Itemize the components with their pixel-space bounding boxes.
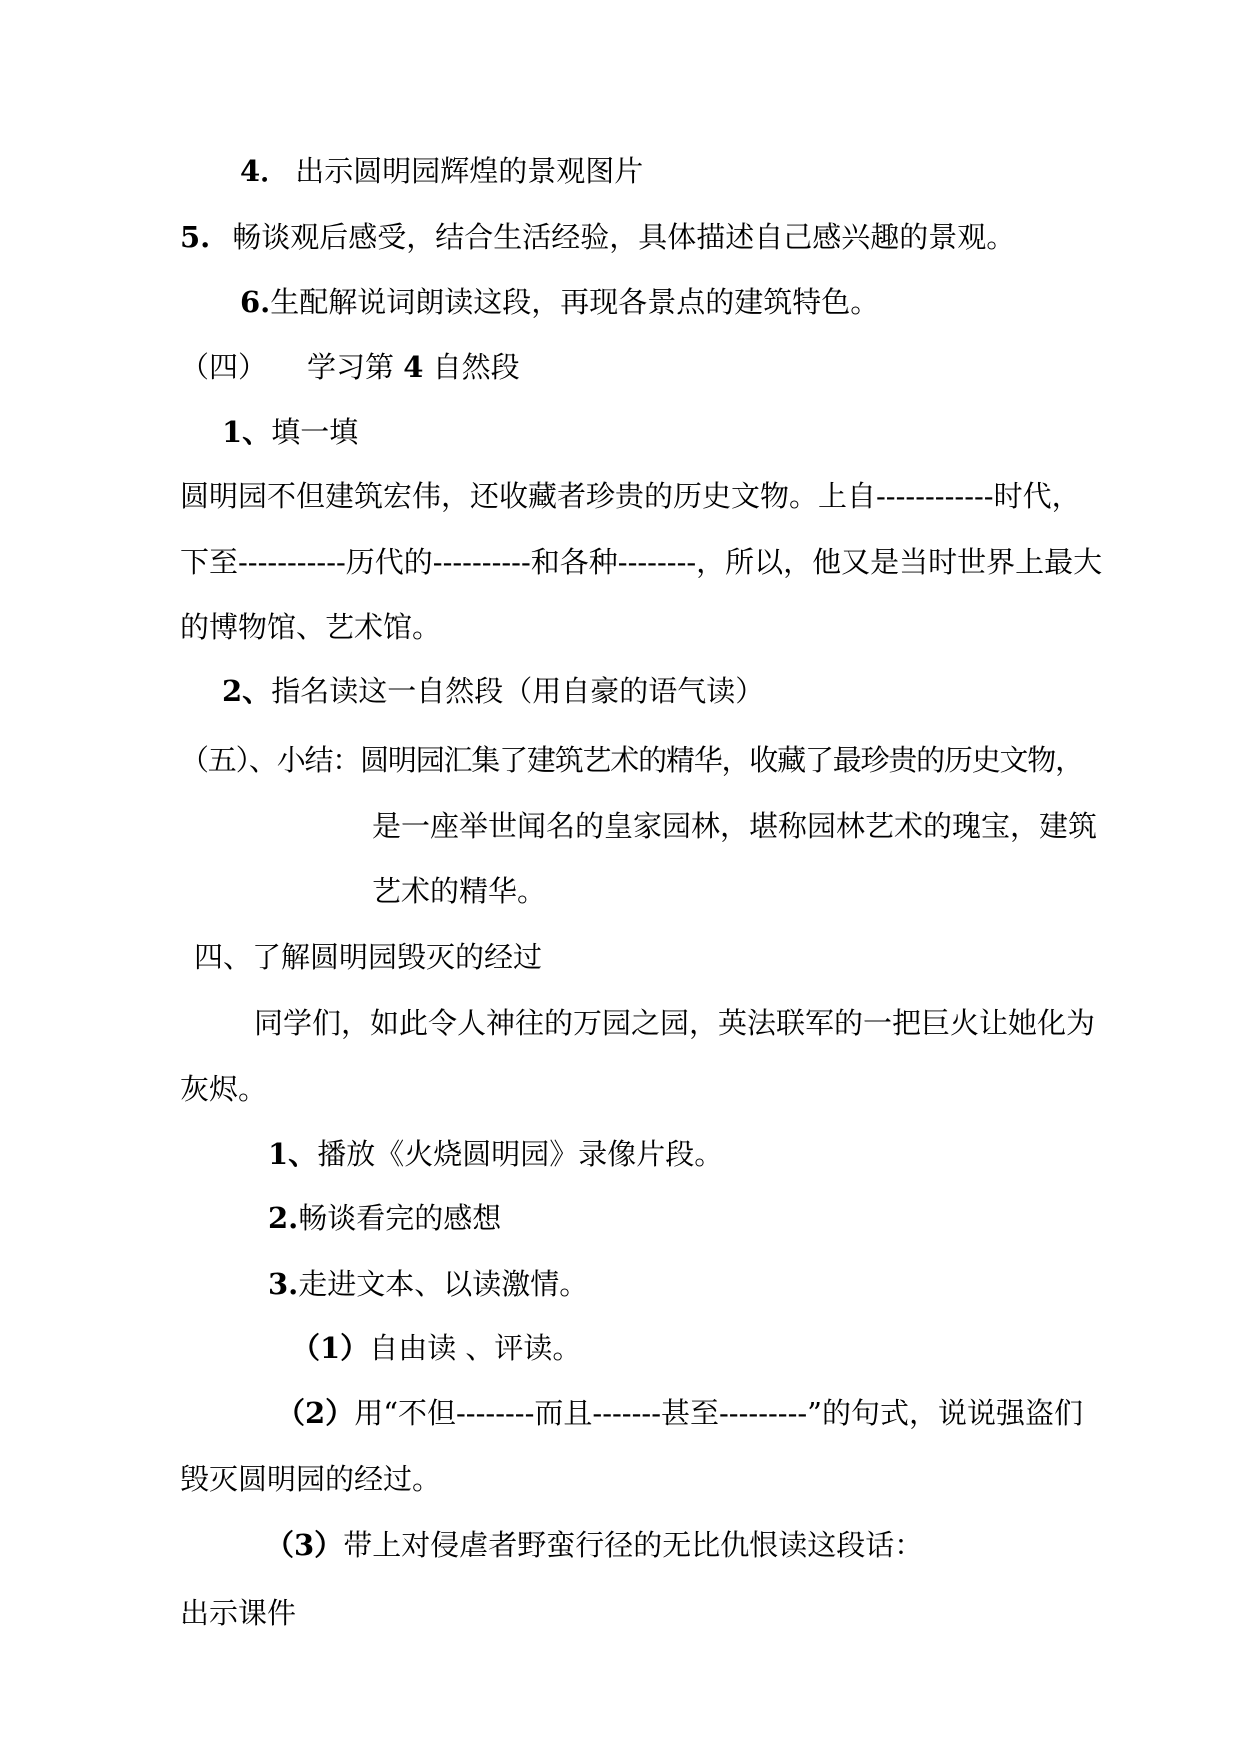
item-text: 走进文本、以读激情。 — [298, 1267, 589, 1301]
subitem-text: 带上对侵虐者野蛮行径的无比仇恨读这段话： — [343, 1528, 924, 1562]
summary-text: 圆明园汇集了建筑艺术的精华，收藏了最珍贵的历史文物， — [360, 743, 1083, 777]
item-text: 播放《火烧圆明园》录像片段。 — [317, 1137, 724, 1171]
step-number: 4． — [240, 154, 290, 188]
item-number: 2、 — [222, 674, 272, 708]
intro-paragraph-line: 同学们，如此令人神往的万园之园，英法联军的一把巨火让她化为 — [254, 1006, 1096, 1040]
show-courseware-line: 出示课件 — [180, 1596, 297, 1630]
step-number: 5. — [180, 220, 211, 254]
step-number: 6. — [240, 285, 271, 319]
step-4-show-pictures — [240, 154, 643, 188]
summary-marker: （五）、小结： — [180, 743, 361, 777]
subitem-3-read-with-emotion — [265, 1528, 923, 1562]
fill-in-paragraph-line: 圆明园不但建筑宏伟，还收藏者珍贵的历史文物。上自------------时代， — [180, 479, 1081, 513]
fill-in-paragraph-line: 下至-----------历代的----------和各种--------，所以，他又是当时世界上最大 — [180, 545, 1103, 579]
subitem-number: （3） — [265, 1528, 344, 1562]
subitem-2-sentence-pattern — [276, 1396, 1083, 1430]
subitem-text: 自由读 、评读。 — [369, 1331, 582, 1365]
section-four-heading — [180, 350, 520, 384]
fill-in-paragraph-line: 的博物馆、艺术馆。 — [180, 610, 442, 644]
subitem-continuation: 毁灭圆明园的经过。 — [180, 1462, 442, 1496]
item-number: 1、 — [268, 1137, 318, 1171]
step-text: 出示圆明园辉煌的景观图片 — [295, 154, 644, 188]
item-2-discuss-feelings — [268, 1201, 501, 1235]
intro-paragraph-line: 灰烬。 — [180, 1072, 268, 1106]
item-3-enter-text — [268, 1267, 588, 1301]
section-marker: （四） — [180, 350, 268, 384]
item-text: 指名读这一自然段（用自豪的语气读） — [271, 674, 765, 708]
item-text: 畅谈看完的感想 — [298, 1201, 502, 1235]
step-5-discuss — [180, 220, 1015, 254]
step-6-read-aloud — [240, 285, 879, 319]
section-title-part: 学习第 — [307, 350, 395, 384]
item-text: 填一填 — [271, 415, 359, 449]
summary-continuation: 艺术的精华。 — [372, 874, 547, 908]
step-text: 生配解说词朗读这段，再现各景点的建筑特色。 — [270, 285, 880, 319]
section-title-number: 4 — [403, 350, 424, 384]
summary-line — [180, 743, 1083, 777]
item-number: 3. — [268, 1267, 299, 1301]
subitem-text: 用“不但--------而且-------甚至---------”的句式，说说强盗们 — [354, 1396, 1084, 1430]
section-title-part: 自然段 — [432, 350, 520, 384]
subitem-number: （2） — [276, 1396, 355, 1430]
subitem-1-free-reading — [291, 1331, 581, 1365]
subitem-number: （1） — [291, 1331, 370, 1365]
part-four-heading: 四、了解圆明园毁灭的经过 — [194, 940, 543, 974]
summary-continuation: 是一座举世闻名的皇家园林，堪称园林艺术的瑰宝，建筑 — [372, 809, 1098, 843]
item-1-play-video — [268, 1137, 723, 1171]
item-1-fill-in — [222, 415, 358, 449]
item-number: 2. — [268, 1201, 299, 1235]
item-number: 1、 — [222, 415, 272, 449]
item-2-read-paragraph — [222, 674, 764, 708]
step-text: 畅谈观后感受，结合生活经验，具体描述自己感兴趣的景观。 — [232, 220, 1016, 254]
